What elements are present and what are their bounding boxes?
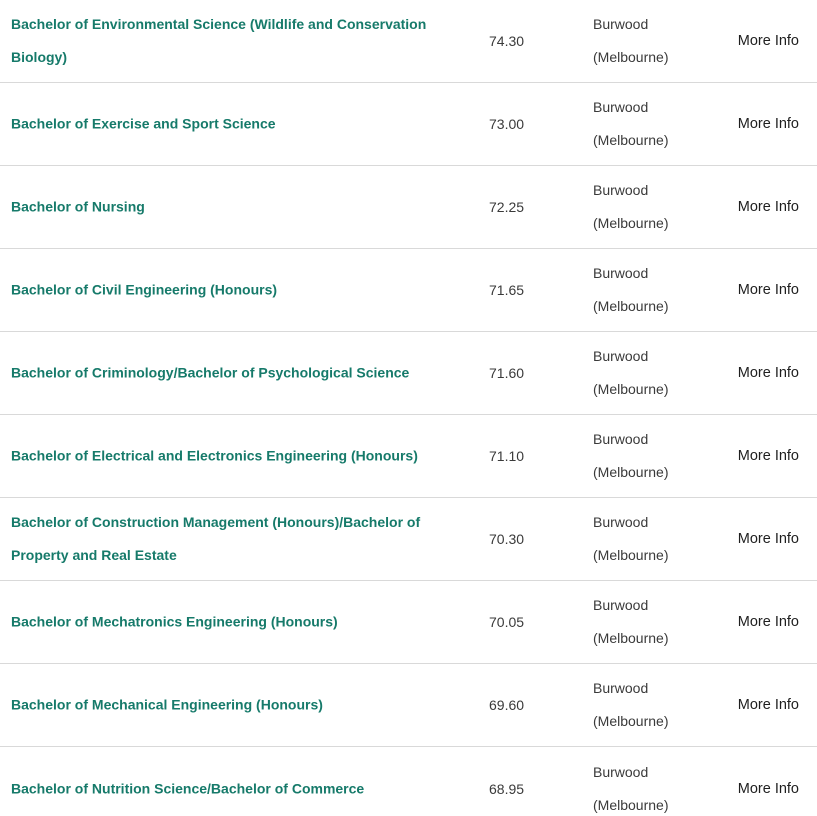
more-info-link[interactable]: More Info xyxy=(737,780,799,797)
campus-location: Burwood (Melbourne) xyxy=(593,514,669,563)
campus-location: Burwood (Melbourne) xyxy=(593,182,669,231)
table-row xyxy=(0,249,817,332)
atar-score: 70.05 xyxy=(489,614,525,630)
table-row xyxy=(0,0,817,83)
atar-score: 71.10 xyxy=(489,448,525,464)
more-info-link[interactable]: More Info xyxy=(737,365,799,381)
campus-location: Burwood (Melbourne) xyxy=(593,99,669,148)
course-link[interactable]: Bachelor of Electrical and Electronics Engineering (Honours) xyxy=(11,447,418,464)
table-row xyxy=(0,166,817,249)
table-row xyxy=(0,581,817,664)
atar-score: 69.60 xyxy=(489,697,525,713)
course-link[interactable]: Bachelor of Mechatronics Engineering (Honours) xyxy=(11,613,338,630)
campus-location: Burwood (Melbourne) xyxy=(593,16,669,65)
campus-location: Burwood (Melbourne) xyxy=(593,597,669,646)
campus-location: Burwood (Melbourne) xyxy=(593,763,669,813)
course-link[interactable]: Bachelor of Construction Management (Honours)/Bachelor of Property and Real Estate xyxy=(11,514,421,563)
more-info-link[interactable]: More Info xyxy=(737,116,799,132)
course-link[interactable]: Bachelor of Mechanical Engineering (Honours) xyxy=(11,696,323,713)
table-row xyxy=(0,664,817,747)
more-info-link[interactable]: More Info xyxy=(737,199,799,215)
atar-score: 73.00 xyxy=(489,116,525,132)
more-info-link[interactable]: More Info xyxy=(737,531,799,547)
course-link[interactable]: Bachelor of Exercise and Sport Science xyxy=(11,115,276,132)
table-row xyxy=(0,415,817,498)
campus-location: Burwood (Melbourne) xyxy=(593,348,669,397)
atar-score: 74.30 xyxy=(489,33,525,49)
campus-location: Burwood (Melbourne) xyxy=(593,680,669,729)
course-link[interactable]: Bachelor of Civil Engineering (Honours) xyxy=(11,281,278,298)
atar-score: 72.25 xyxy=(489,199,525,215)
atar-score: 71.65 xyxy=(489,282,525,298)
more-info-link[interactable]: More Info xyxy=(737,697,799,713)
more-info-link[interactable]: More Info xyxy=(737,614,799,630)
table-row xyxy=(0,83,817,166)
atar-score: 70.30 xyxy=(489,531,525,547)
more-info-link[interactable]: More Info xyxy=(737,282,799,298)
table-row xyxy=(0,747,817,816)
more-info-link[interactable]: More Info xyxy=(737,33,799,49)
campus-location: Burwood (Melbourne) xyxy=(593,431,669,480)
atar-score: 71.60 xyxy=(489,365,525,381)
atar-score: 68.95 xyxy=(489,780,525,797)
course-link[interactable]: Bachelor of Criminology/Bachelor of Psychological Science xyxy=(11,364,410,381)
more-info-link[interactable]: More Info xyxy=(737,448,799,464)
course-link[interactable]: Bachelor of Nutrition Science/Bachelor of Commerce xyxy=(11,780,365,796)
campus-location: Burwood (Melbourne) xyxy=(593,265,669,314)
course-link[interactable]: Bachelor of Environmental Science (Wildlife and Conservation Biology) xyxy=(11,16,427,65)
course-link[interactable]: Bachelor of Nursing xyxy=(11,198,145,215)
table-row xyxy=(0,332,817,415)
table-row xyxy=(0,498,817,581)
